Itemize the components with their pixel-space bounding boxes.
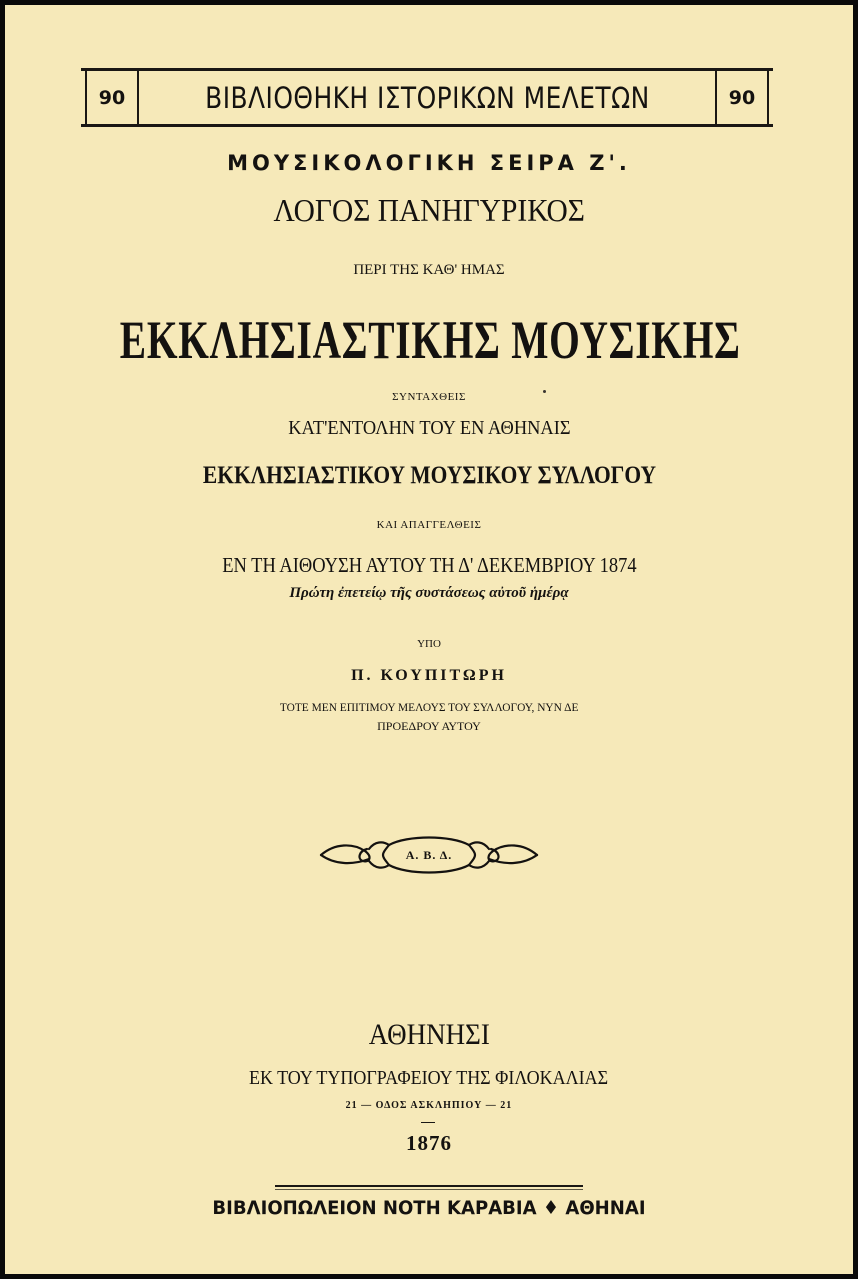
by-label: ΥΠΟ [417, 638, 441, 650]
printer-ornament [317, 831, 541, 879]
printer-line-text: ΕΚ ΤΟΥ ΤΥΠΟΓΡΑΦΕΙΟΥ ΤΗΣ ΦΙΛΟΚΑΛΙΑΣ [249, 1067, 609, 1089]
header-number-left: 90 [85, 71, 139, 124]
subseries-label: ΜΟΥΣΙΚΟΛΟΓΙΚΗ ΣΕΙΡΑ Ζ'. [227, 151, 631, 175]
ornament-initials: Α. Β. Δ. [405, 848, 453, 862]
title-line-1 [5, 192, 853, 229]
author-role-line-1 [5, 700, 853, 715]
title-line-2: ΠΕΡΙ ΤΗΣ ΚΑΘ' ΗΜΑΣ [353, 262, 505, 278]
by-order-text: ΚΑΤ'ΕΝΤΟΛΗΝ ΤΟΥ ΕΝ ΑΘΗΝΑΙΣ [287, 417, 571, 439]
footer-rule-top [275, 1185, 583, 1187]
anniversary-line: Πρώτη ἐπετείῳ τῆς συστάσεως αὐτοῦ ἡμέρᾳ [289, 585, 569, 601]
publisher-footer [5, 1197, 853, 1219]
printer-line [5, 1067, 853, 1090]
speck [543, 390, 546, 393]
author-name: Π. ΚΟΥΠΙΤΩΡΗ [351, 667, 507, 684]
publisher-footer-text: ΒΙΒΛΙΟΠΩΛΕΙΟΝ ΝΟΤΗ ΚΑΡΑΒΙΑ ♦ ΑΘΗΝΑΙ [212, 1197, 646, 1219]
title-line-1-text: ΛΟΓΟΣ ΠΑΝΗΓΥΡΙΚΟΣ [273, 192, 585, 228]
hall-date-text: ΕΝ ΤΗ ΑΙΘΟΥΣΗ ΑΥΤΟΥ ΤΗ Δ' ΔΕΚΕΜΒΡΙΟΥ 1874 [221, 553, 637, 577]
society-name-text: ΕΚΚΛΗΣΙΑΣΤΙΚΟΥ ΜΟΥΣΙΚΟΥ ΣΥΛΛΟΓΟΥ [202, 462, 656, 489]
book-cover [5, 5, 853, 1274]
header-bottom-rule [81, 124, 773, 127]
header-number-right: 90 [715, 71, 769, 124]
hall-date-line [5, 553, 853, 578]
by-order-line [5, 417, 853, 440]
city-name-text: ΑΘΗΝΗΣΙ [368, 1018, 490, 1051]
main-title-text: ΕΚΚΛΗΣΙΑΣΤΙΚΗΣ ΜΟΥΣΙΚΗΣ [119, 310, 741, 370]
delivered-label: ΚΑΙ ΑΠΑΓΓΕΛΘΕΙΣ [376, 519, 482, 531]
series-title [139, 71, 715, 124]
footer-rule-top-thin [275, 1189, 583, 1190]
year-dash [421, 1122, 435, 1123]
author-role-line-2: ΠΡΟΕΔΡΟΥ ΑΥΤΟΥ [377, 719, 481, 733]
printer-address: 21 — ΟΔΟΣ ΑΣΚΛΗΠΙΟΥ — 21 [345, 1100, 513, 1111]
city-name [5, 1018, 853, 1052]
series-title-text: ΒΙΒΛΙΟΘΗΚΗ ΙΣΤΟΡΙΚΩΝ ΜΕΛΕΤΩΝ [204, 80, 650, 115]
composed-label: ΣΥΝΤΑΧΘΕΙΣ [392, 391, 466, 403]
author-role-line-1-text: ΤΟΤΕ ΜΕΝ ΕΠΙΤΙΜΟΥ ΜΕΛΟΥΣ ΤΟΥ ΣΥΛΛΟΓΟΥ, ΝΥΝ ΔΕ [279, 700, 579, 714]
society-name [5, 462, 853, 490]
main-title [5, 309, 853, 371]
publication-year: 1876 [406, 1131, 452, 1155]
